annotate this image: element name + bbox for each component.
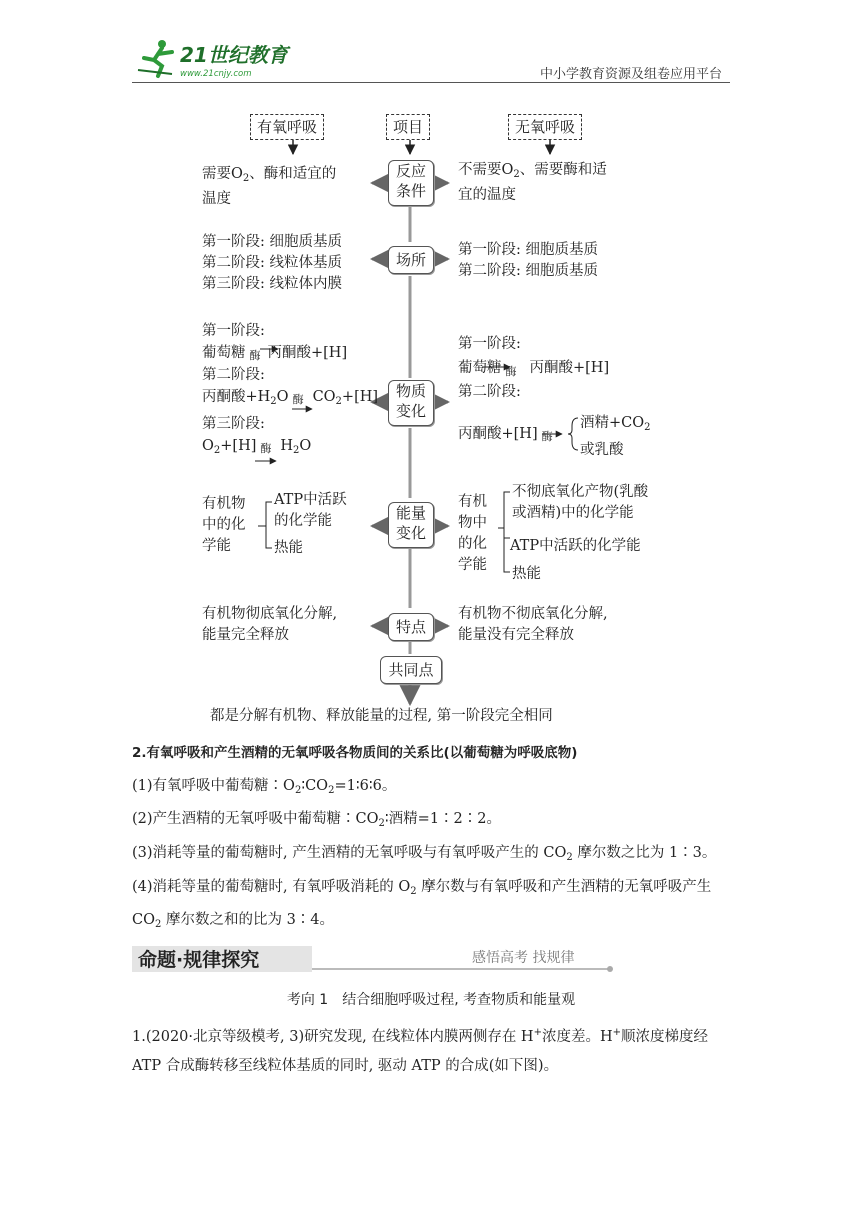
header-platform-text: 中小学教育资源及组卷应用平台 xyxy=(539,67,722,82)
anaerobic-stage2-reactant: 丙酮酸+[H] 酶 xyxy=(458,426,553,443)
banner-title: 命题·规律探究 xyxy=(138,949,260,971)
banner-dot-icon xyxy=(607,966,613,972)
item-title: 项目 xyxy=(386,114,430,140)
node-reaction-conditions: 反应 条件 xyxy=(388,160,434,206)
node-feature: 特点 xyxy=(388,613,434,641)
anaerobic-conditions: 不需要$O_2$、需要酶和适 宜的温度 xyxy=(458,162,607,203)
aerobic-location: 第一阶段: 细胞质基质 第二阶段: 线粒体基质 第三阶段: 线粒体内膜 xyxy=(202,234,342,292)
ratio-line-5: $CO_2$ 摩尔数之和的比为 3∶4。 xyxy=(132,912,335,930)
aerobic-title: 有氧呼吸 xyxy=(250,114,324,140)
question-line-2: ATP 合成酶转移至线粒体基质的同时, 驱动 ATP 的合成(如下图)。 xyxy=(132,1058,559,1074)
node-common: 共同点 xyxy=(380,656,442,684)
banner-subtitle: 感悟高考 找规律 xyxy=(472,950,575,966)
question-line-1: 1.(2020·北京等级模考, 3)研究发现, 在线粒体内膜两侧存在 H+浓度差。H+顺浓度梯度经 xyxy=(132,1027,709,1045)
ratio-line-4: (4)消耗等量的葡萄糖时, 有氧呼吸消耗的 $O_2$ 摩尔数与有氧呼吸和产生酒精的无氧呼吸产生 xyxy=(132,879,712,897)
anaerobic-feature: 有机物不彻底氧化分解, 能量没有完全释放 xyxy=(458,606,608,643)
common-point-text: 都是分解有机物、释放能量的过程, 第一阶段完全相同 xyxy=(210,708,553,724)
anaerobic-energy-atp: ATP中活跃的化学能 xyxy=(510,538,641,554)
node-energy-change: 能量 变化 xyxy=(388,502,434,548)
anaerobic-title: 无氧呼吸 xyxy=(508,114,582,140)
logo-text: 21世纪教育 xyxy=(180,43,288,67)
aerobic-energy-heat: 热能 xyxy=(274,540,303,556)
section-banner xyxy=(132,938,616,974)
respiration-flowchart xyxy=(180,108,680,724)
anaerobic-energy-incomplete: 不彻底氧化产物(乳酸 或酒精)中的化学能 xyxy=(512,484,649,521)
ratio-line-2: (2)产生酒精的无氧呼吸中葡萄糖$∶CO_2∶$酒精=1∶2∶2。 xyxy=(132,811,502,829)
logo-url: www.21cnjy.com xyxy=(180,69,252,79)
section-heading: 2.有氧呼吸和产生酒精的无氧呼吸各物质间的关系比(以葡萄糖为呼吸底物) xyxy=(132,745,578,761)
aerobic-material: 第一阶段: 葡萄糖 酶 丙酮酸+[H] 第二阶段: 丙酮酸$+H_2O$ 酶 $CO_2+[H]$ 第三阶段: $O_2+[H]$ 酶 $H_2O$ xyxy=(202,323,379,456)
topic-title: 考向 1 结合细胞呼吸过程, 考查物质和能量观 xyxy=(286,992,576,1008)
aerobic-energy-atp: ATP中活跃 的化学能 xyxy=(274,492,347,529)
aerobic-feature: 有机物彻底氧化分解, 能量完全释放 xyxy=(202,606,338,643)
runner-icon xyxy=(138,40,172,76)
aerobic-conditions: 需要$O_2$、酶和适宜的 温度 xyxy=(202,166,337,207)
anaerobic-stage2-products: 酒精$+CO_2$ 或乳酸 xyxy=(580,415,651,458)
anaerobic-material: 第一阶段: 葡萄糖 酶 丙酮酸+[H] 第二阶段: xyxy=(458,336,610,400)
anaerobic-energy-source: 有机 物中 的化 学能 xyxy=(458,494,487,573)
aerobic-energy-source: 有机物 中的化 学能 xyxy=(202,496,246,554)
node-material-change: 物质 变化 xyxy=(388,380,434,426)
node-location: 场所 xyxy=(388,246,434,274)
ratio-line-3: (3)消耗等量的葡萄糖时, 产生酒精的无氧呼吸与有氧呼吸产生的 $CO_2$ 摩尔数之比为 1∶3。 xyxy=(132,845,717,863)
anaerobic-energy-heat: 热能 xyxy=(512,566,541,582)
header-divider xyxy=(132,82,730,83)
ratio-line-1: (1)有氧呼吸中葡萄糖$∶O_2∶CO_2=1∶6∶6$。 xyxy=(132,778,397,796)
logo xyxy=(132,36,302,80)
anaerobic-location: 第一阶段: 细胞质基质 第二阶段: 细胞质基质 xyxy=(458,242,598,279)
